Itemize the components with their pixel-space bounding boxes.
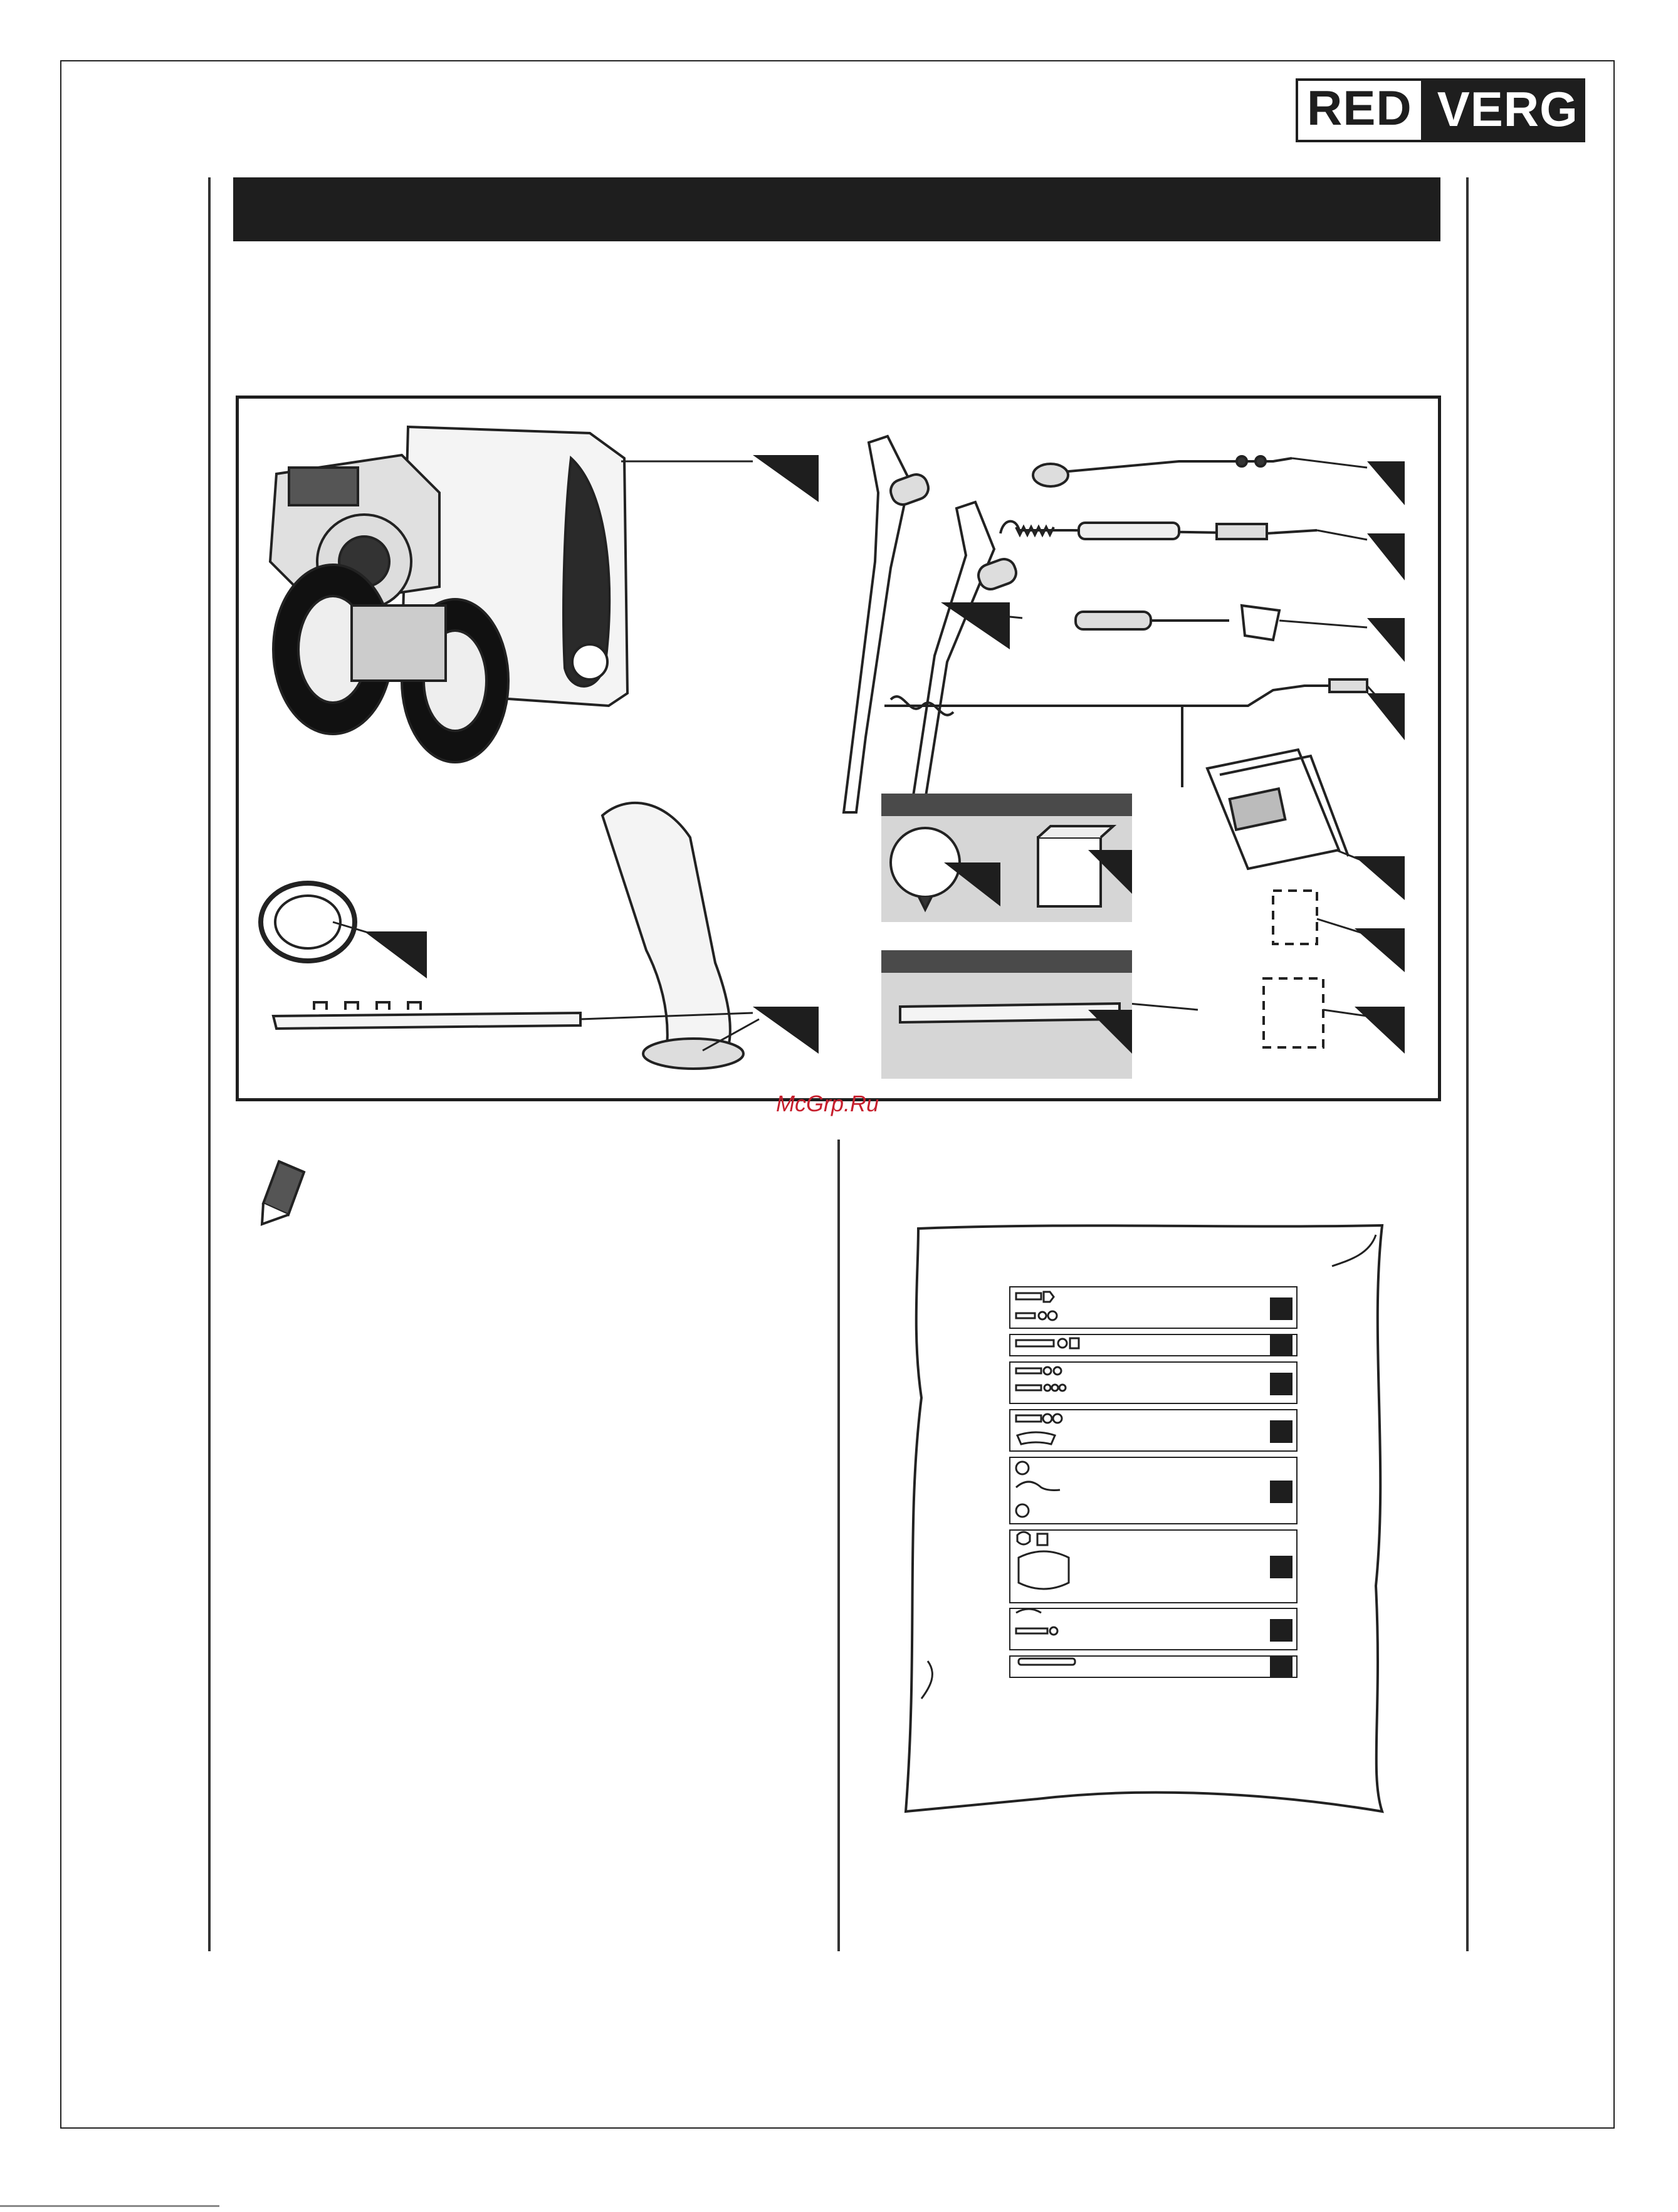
column-rule-left: [208, 177, 211, 1951]
snowblower-engine-unit: [270, 427, 627, 762]
accessory-panel-lights: [881, 794, 1132, 922]
column-rule-middle: [837, 1140, 840, 1951]
scan-artifact: [0, 2205, 219, 2207]
section-title-bar: [233, 177, 1440, 241]
parts-figure: [236, 396, 1441, 1101]
logo-verg-text: VERG: [1437, 81, 1578, 137]
logo-red-text: RED: [1298, 81, 1421, 140]
column-rule-right: [1466, 177, 1469, 1951]
accessory-panel-scraper: [881, 950, 1132, 1079]
watermark-text: McGrp.Ru: [776, 1091, 879, 1116]
parts-illustration: [239, 399, 1438, 1098]
hardware-fastener-icons: [1012, 1288, 1088, 1677]
headlight-battery-illustration: [881, 794, 1132, 922]
redverg-logo: [1296, 78, 1585, 142]
scraper-bar-illustration: [881, 950, 1132, 1079]
pencil-note-icon: [257, 1158, 313, 1227]
